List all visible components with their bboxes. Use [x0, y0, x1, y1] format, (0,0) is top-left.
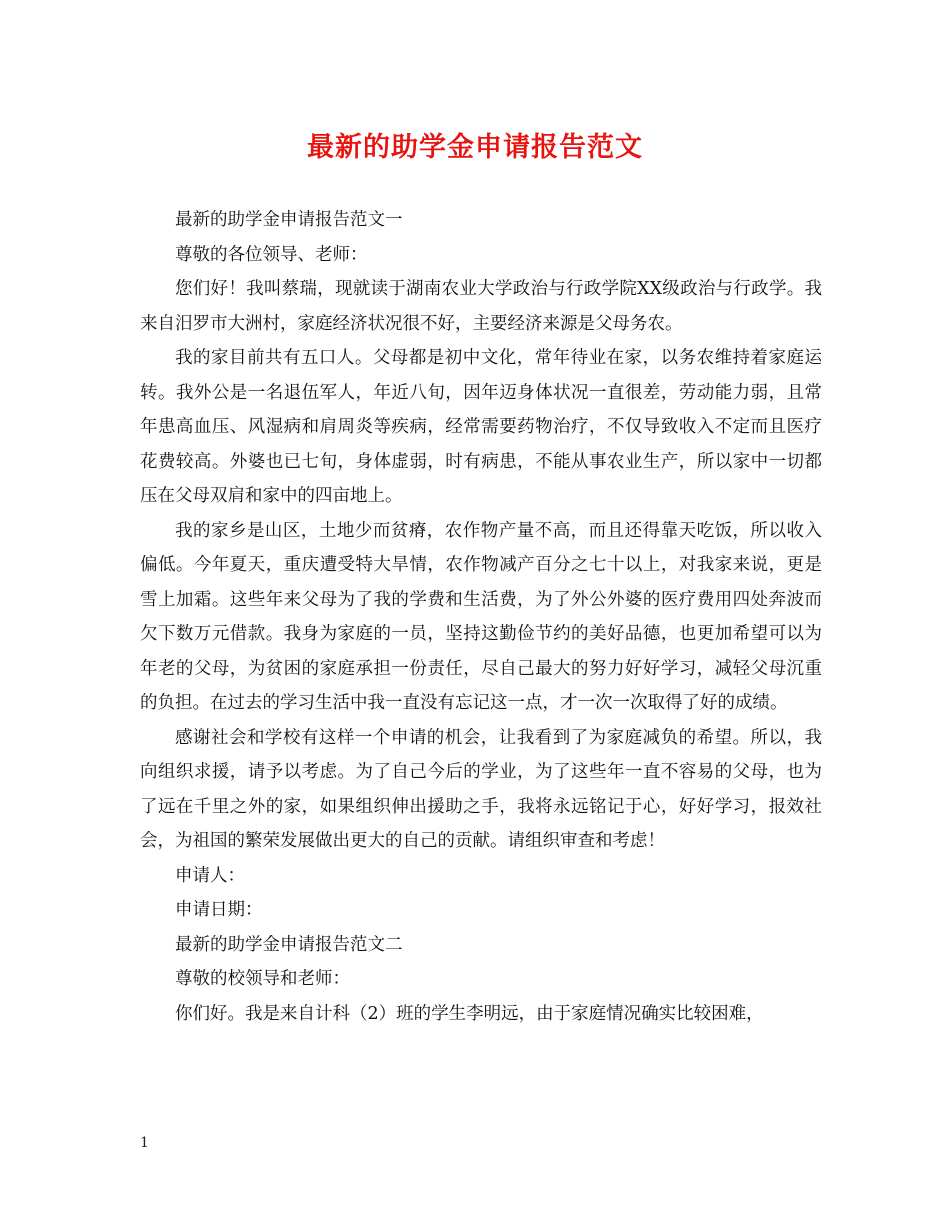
paragraph-section-heading-1: 最新的助学金申请报告范文一 — [175, 210, 403, 230]
paragraph-intro-2: 你们好。我是来自计科（2）班的学生李明远，由于家庭情况确实比较困难， — [175, 1003, 764, 1024]
paragraph-intro: 您们好！我叫蔡瑞，现就读于湖南农业大学政治与行政学院XX级政治与行政学。我来自汨罗市大洲村，家庭经济状况很不好，主要经济来源是父母务农。 — [140, 279, 822, 334]
paragraph-applicant: 申请人： — [175, 865, 245, 886]
paragraph-section-heading-2: 最新的助学金申请报告范文二 — [175, 934, 403, 955]
paragraph-hometown: 我的家乡是山区，土地少而贫瘠，农作物产量不高，而且还得靠天吃饭，所以收入偏低。今年夏天，重庆遭受特大旱情，农作物减产百分之七十以上，对我家来说，更是雪上加霜。这些年来父母为了我的学费和生活费，为了外公外婆的医疗费用四处奔波而欠下数万元借款。我身为家庭的一员，坚持这勤俭节约的美好品德，也更加希望可以为年老的父母，为贫困的家庭承担一份责任，尽自己最大的努力好好学习，减轻父母沉重的负担。在过去的学习生活中我一直没有忘记这一点，才一次一次取得了好的成绩。 — [140, 520, 822, 713]
paragraph-salutation-2: 尊敬的校领导和老师： — [175, 969, 350, 989]
document-body — [140, 203, 822, 1031]
paragraph-thanks: 感谢社会和学校有这样一个申请的机会，让我看到了为家庭减负的希望。所以，我向组织求援，请予以考虑。为了自己今后的学业，为了这些年一直不容易的父母，也为了远在千里之外的家，如果组织伸出援助之手，我将永远铭记于心，好好学习，报效社会，为祖国的繁荣发展做出更大的自己的贡献。请组织审查和考虑！ — [140, 727, 822, 851]
paragraph-date: 申请日期： — [175, 900, 263, 920]
paragraph-salutation-1: 尊敬的各位领导、老师： — [175, 244, 368, 265]
page-number: 1 — [140, 1135, 149, 1151]
document-title: 最新的助学金申请报告范文 — [307, 132, 643, 163]
paragraph-family: 我的家目前共有五口人。父母都是初中文化，常年待业在家，以务农维持着家庭运转。我外公是一名退伍军人，年近八旬，因年迈身体状况一直很差，劳动能力弱，且常年患高血压、风湿病和肩周炎等疾病，经常需要药物治疗，不仅导致收入不定而且医疗花费较高。外婆也已七旬，身体虚弱，时有病患，不能从事农业生产，所以家中一切都压在父母双肩和家中的四亩地上。 — [140, 348, 822, 506]
